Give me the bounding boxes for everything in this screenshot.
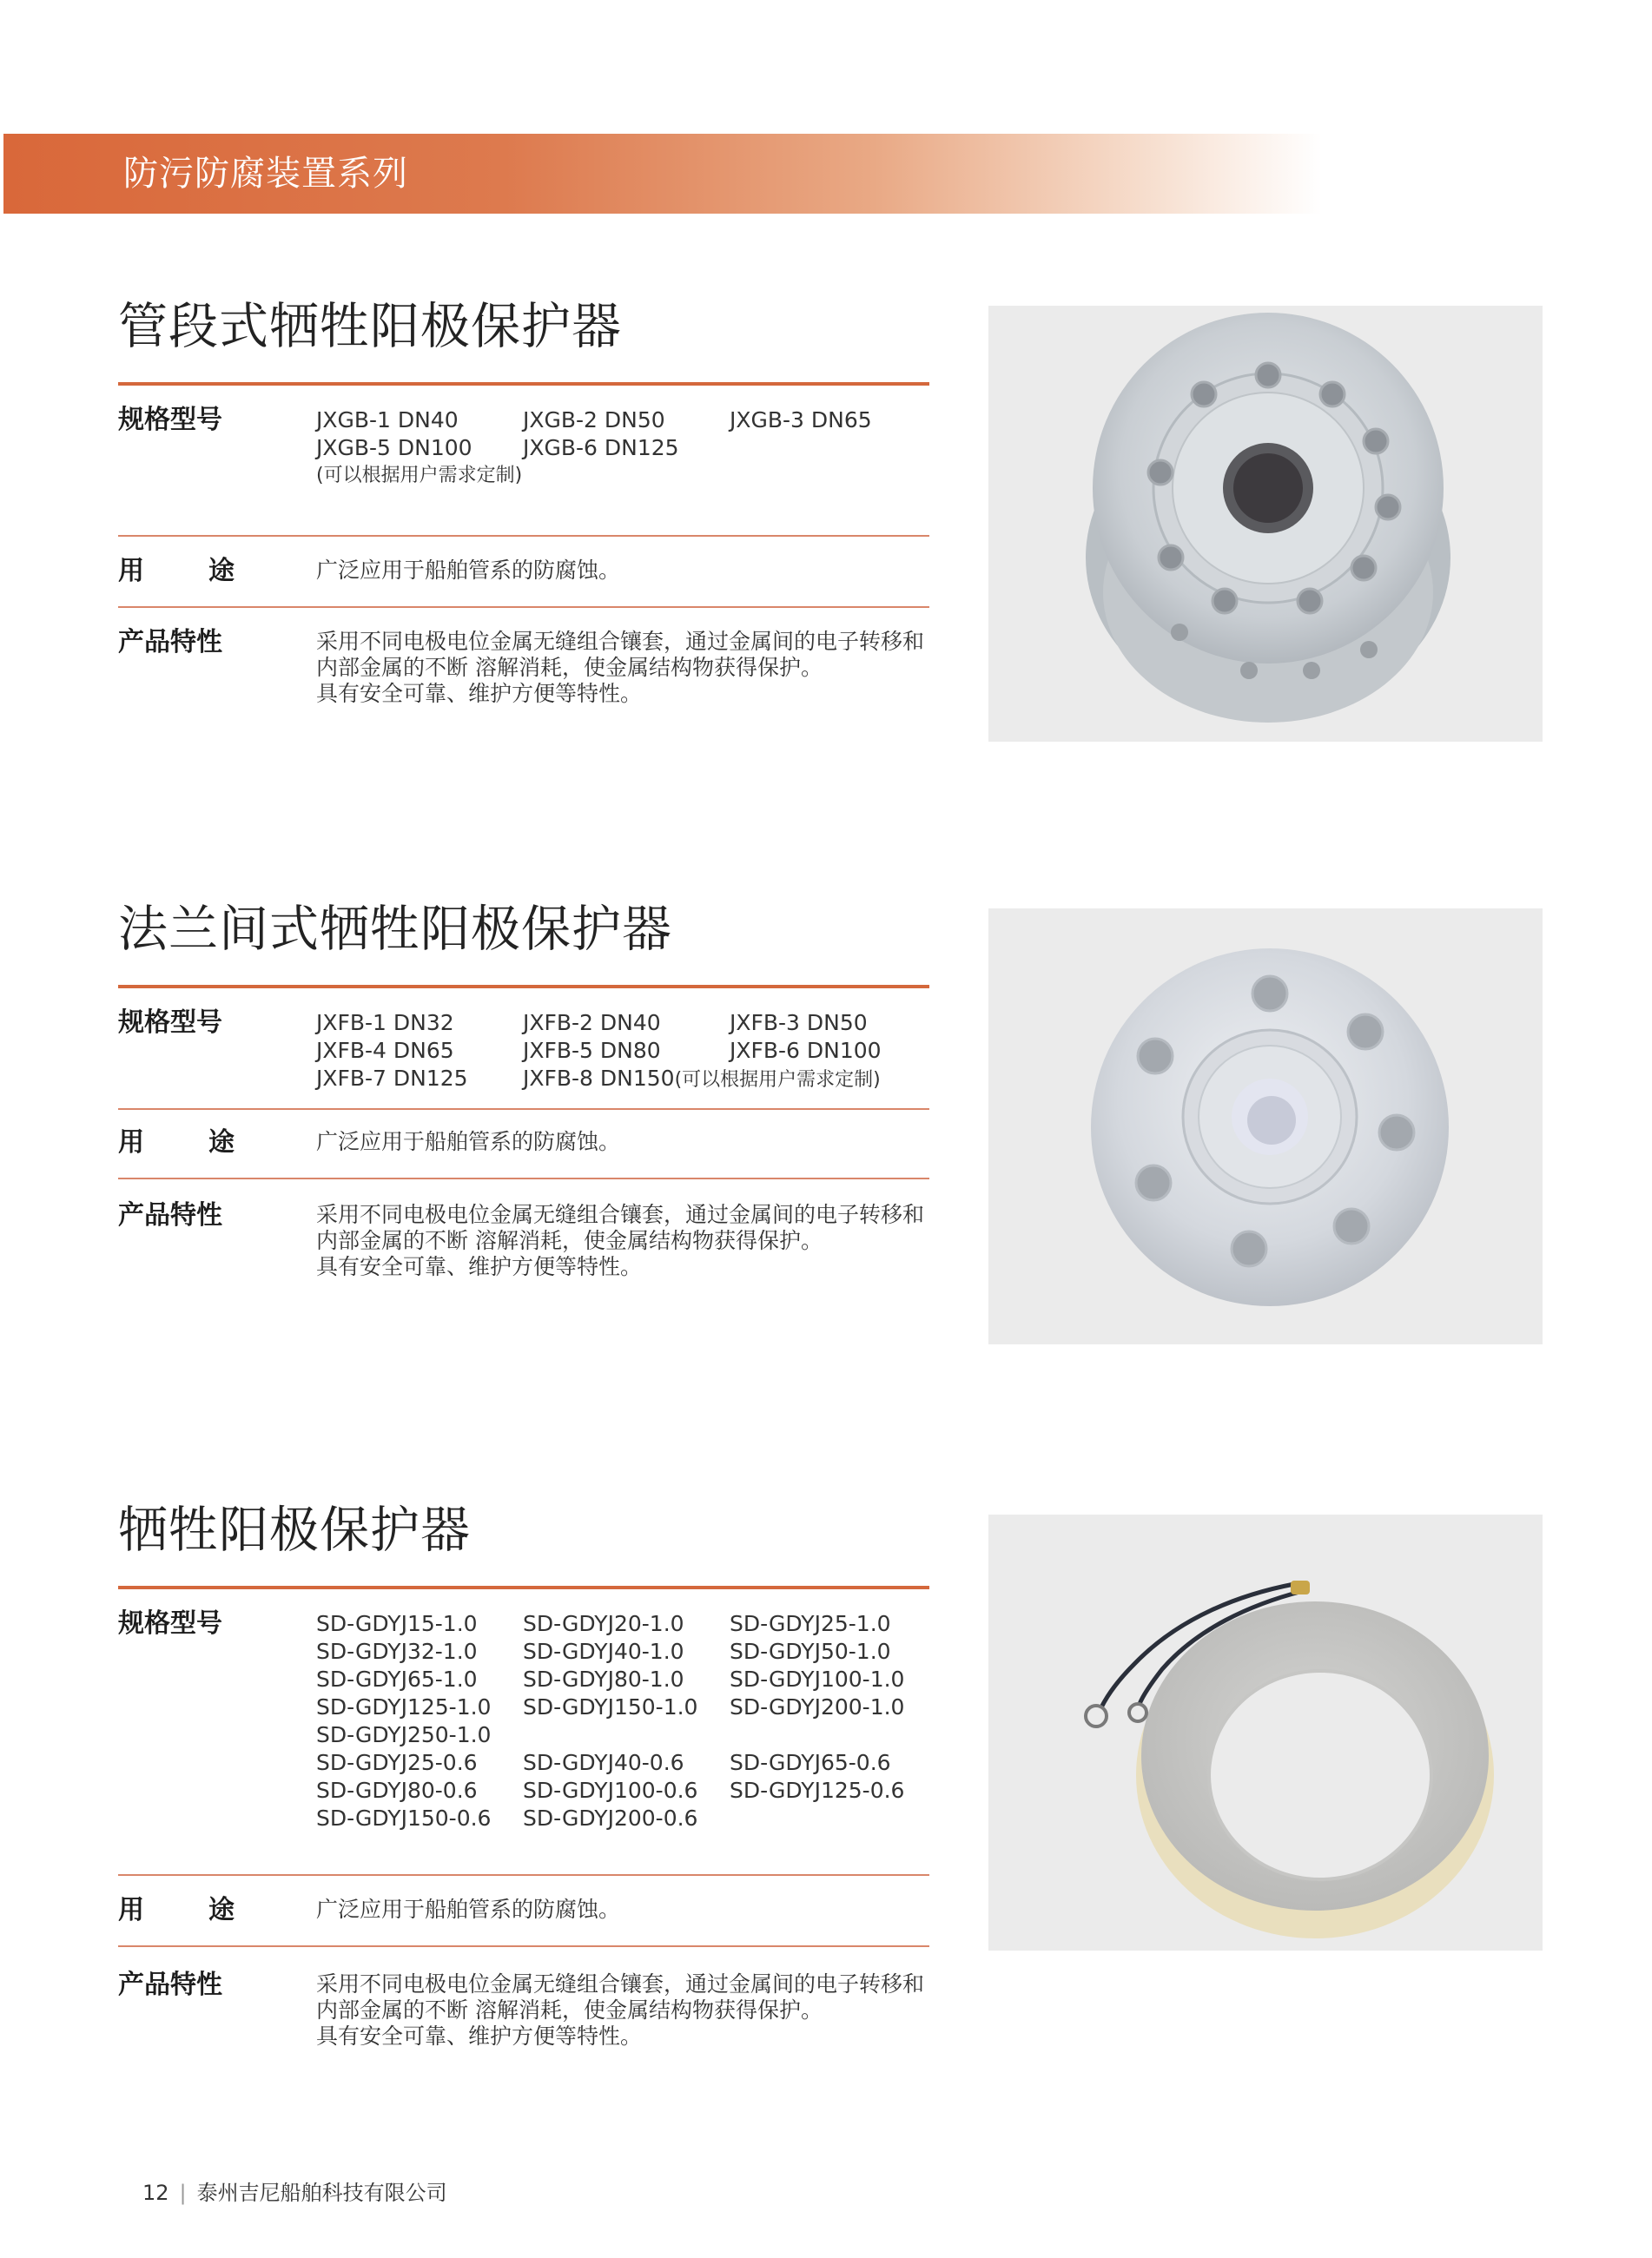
model-item: JXGB-2 DN50 [523, 407, 665, 432]
model-item: SD-GDYJ25-1.0 [730, 1611, 891, 1636]
custom-note: (可以根据用户需求定制) [674, 1069, 881, 1091]
model-item: JXFB-4 DN65 [316, 1038, 454, 1063]
use-text: 广泛应用于船舶管系的防腐蚀。 [316, 1129, 621, 1154]
feature-line: 具有安全可靠、维护方便等特性。 [316, 681, 643, 706]
model-item: SD-GDYJ20-1.0 [523, 1611, 684, 1636]
page-number: 12 [142, 2181, 169, 2205]
model-item: JXFB-1 DN32 [316, 1010, 454, 1035]
model-row [316, 1065, 936, 1093]
use-label [118, 1893, 235, 1928]
model-item [523, 1065, 881, 1093]
product-photo-pipe-anode [988, 306, 1543, 742]
row-divider [118, 606, 929, 608]
feature-line: 内部金属的不断 溶解消耗，使金属结构物获得保护。 [316, 1997, 823, 2023]
model-item: SD-GDYJ80-1.0 [523, 1667, 684, 1692]
feature-text [316, 629, 924, 707]
model-item: JXGB-6 DN125 [523, 435, 679, 460]
use-label-char: 途 [208, 1895, 235, 1925]
model-item: SD-GDYJ80-0.6 [316, 1778, 478, 1803]
section-divider [118, 382, 929, 386]
model-item: JXFB-6 DN100 [730, 1038, 882, 1063]
spec-label: 规格型号 [118, 1608, 222, 1639]
model-row [316, 1037, 936, 1065]
model-row [316, 1009, 936, 1037]
feature-text [316, 1971, 924, 2050]
use-label-char: 用 [118, 1895, 144, 1925]
model-row [316, 1666, 936, 1694]
company-name: 泰州吉尼船舶科技有限公司 [196, 2181, 447, 2205]
model-row [316, 1721, 936, 1749]
model-item: SD-GDYJ200-1.0 [730, 1694, 905, 1720]
section-divider [118, 1586, 929, 1589]
feature-label: 产品特性 [118, 627, 222, 657]
model-list [316, 1009, 936, 1093]
model-item: SD-GDYJ150-0.6 [316, 1806, 492, 1831]
model-row [316, 1749, 936, 1777]
use-label-char: 用 [118, 556, 144, 586]
model-item: JXFB-2 DN40 [523, 1010, 661, 1035]
use-text: 广泛应用于船舶管系的防腐蚀。 [316, 558, 621, 583]
model-item-name: JXFB-8 DN150 [523, 1066, 675, 1091]
spec-label: 规格型号 [118, 405, 222, 435]
feature-line: 采用不同电极电位金属无缝组合镶套，通过金属间的电子转移和 [316, 629, 925, 654]
feature-line: 采用不同电极电位金属无缝组合镶套，通过金属间的电子转移和 [316, 1971, 925, 1997]
model-item: SD-GDYJ65-0.6 [730, 1750, 891, 1775]
model-item: SD-GDYJ25-0.6 [316, 1750, 478, 1775]
feature-label: 产品特性 [118, 1970, 222, 2000]
row-divider [118, 1874, 929, 1876]
feature-line: 具有安全可靠、维护方便等特性。 [316, 1254, 643, 1279]
spec-label: 规格型号 [118, 1007, 222, 1038]
model-item: SD-GDYJ250-1.0 [316, 1722, 492, 1747]
feature-line: 具有安全可靠、维护方便等特性。 [316, 2024, 643, 2049]
model-item: SD-GDYJ100-1.0 [730, 1667, 905, 1692]
use-text: 广泛应用于船舶管系的防腐蚀。 [316, 1897, 621, 1922]
section-title: 法兰间式牺牲阳极保护器 [118, 901, 672, 958]
model-row [316, 434, 936, 462]
use-label-char: 途 [208, 556, 235, 586]
row-divider [118, 535, 929, 537]
section-title: 牺牲阳极保护器 [118, 1502, 471, 1559]
product-photo-flange-anode [988, 908, 1543, 1344]
model-row [316, 406, 936, 434]
row-divider [118, 1178, 929, 1179]
footer-separator: | [179, 2181, 187, 2205]
model-item: SD-GDYJ65-1.0 [316, 1667, 478, 1692]
feature-line: 内部金属的不断 溶解消耗，使金属结构物获得保护。 [316, 1228, 823, 1253]
section-title: 管段式牺牲阳极保护器 [118, 298, 622, 355]
model-item: SD-GDYJ40-0.6 [523, 1750, 684, 1775]
model-item: JXFB-3 DN50 [730, 1010, 868, 1035]
model-item: SD-GDYJ100-0.6 [523, 1778, 698, 1803]
feature-line: 采用不同电极电位金属无缝组合镶套，通过金属间的电子转移和 [316, 1202, 925, 1227]
use-label-char: 途 [208, 1127, 235, 1158]
model-item: SD-GDYJ150-1.0 [523, 1694, 698, 1720]
model-item: SD-GDYJ15-1.0 [316, 1611, 478, 1636]
model-item: JXFB-5 DN80 [523, 1038, 661, 1063]
model-row [316, 1694, 936, 1721]
use-label-char: 用 [118, 1127, 144, 1158]
feature-label: 产品特性 [118, 1200, 222, 1231]
use-label [118, 554, 235, 589]
model-row [316, 1610, 936, 1638]
model-item: SD-GDYJ40-1.0 [523, 1639, 684, 1664]
product-photo-sacrificial-anode [988, 1515, 1543, 1951]
model-item: JXGB-3 DN65 [730, 407, 872, 432]
model-row [316, 1805, 936, 1832]
model-list [316, 1610, 936, 1832]
custom-note: (可以根据用户需求定制) [316, 465, 523, 486]
model-item: SD-GDYJ125-1.0 [316, 1694, 492, 1720]
model-item: SD-GDYJ50-1.0 [730, 1639, 891, 1664]
model-row [316, 1638, 936, 1666]
model-item: JXGB-1 DN40 [316, 407, 459, 432]
model-row [316, 1777, 936, 1805]
model-item: JXFB-7 DN125 [316, 1066, 468, 1091]
banner-title: 防污防腐装置系列 [123, 154, 408, 194]
model-item: SD-GDYJ125-0.6 [730, 1778, 905, 1803]
page-footer [142, 2180, 447, 2206]
row-divider [118, 1108, 929, 1110]
feature-text [316, 1202, 924, 1280]
section-divider [118, 985, 929, 988]
model-item: SD-GDYJ200-0.6 [523, 1806, 698, 1831]
model-item: SD-GDYJ32-1.0 [316, 1639, 478, 1664]
model-item: JXGB-5 DN100 [316, 435, 472, 460]
feature-line: 内部金属的不断 溶解消耗，使金属结构物获得保护。 [316, 655, 823, 680]
use-label [118, 1126, 235, 1160]
model-list [316, 406, 936, 490]
row-divider [118, 1945, 929, 1947]
